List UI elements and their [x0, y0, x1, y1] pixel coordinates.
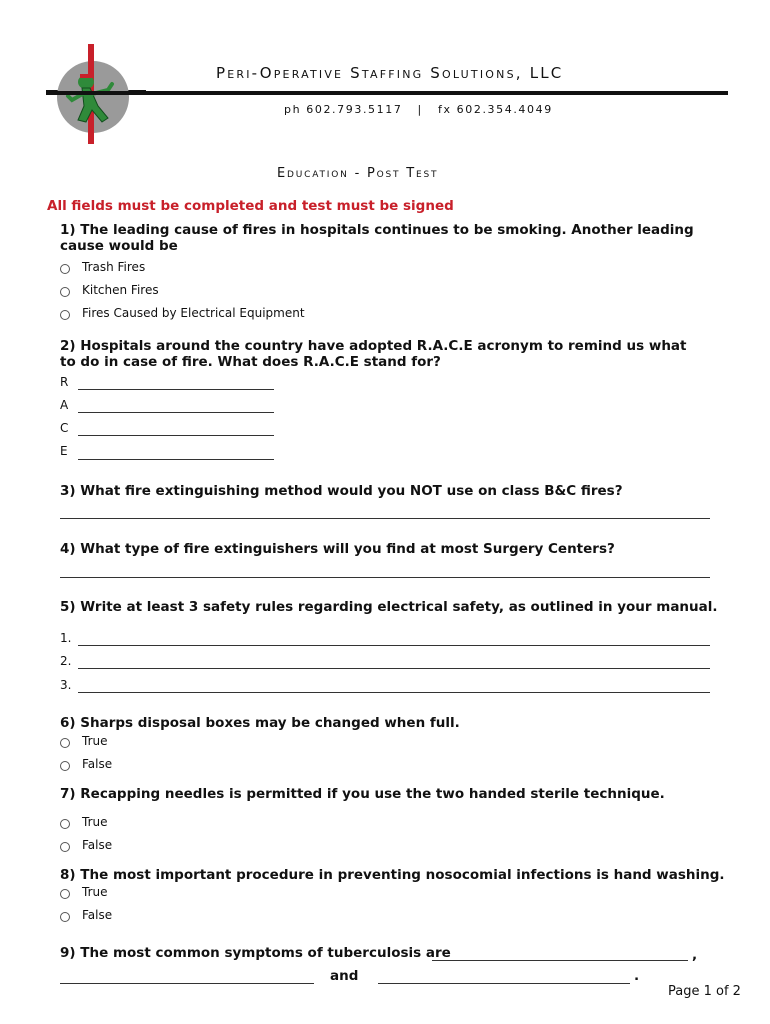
- radio-button[interactable]: [60, 912, 70, 922]
- q9-comma: ,: [692, 947, 698, 963]
- option-label: Trash Fires: [82, 260, 146, 274]
- radio-button[interactable]: [60, 264, 70, 274]
- page-title: Education - Post Test: [277, 166, 439, 181]
- required-warning: All fields must be completed and test must be signed: [47, 198, 454, 214]
- radio-button[interactable]: [60, 819, 70, 829]
- q5-answer-3-field[interactable]: [78, 692, 710, 693]
- question-4: 4) What type of fire extinguishers will you find at most Surgery Centers?: [60, 541, 615, 557]
- question-2: 2) Hospitals around the country have adopted R.A.C.E acronym to remind us what to do in case of fire. What does R.A.C.E stand for?: [60, 338, 687, 370]
- q9-period: .: [634, 968, 640, 984]
- race-a-field[interactable]: [78, 412, 274, 413]
- question-8: 8) The most important procedure in preventing nosocomial infections is hand washing.: [60, 867, 725, 883]
- header-rule: [46, 91, 728, 95]
- q1-option-2[interactable]: [60, 283, 159, 298]
- q5-number-1: 1.: [60, 631, 72, 645]
- option-label: False: [82, 838, 113, 852]
- q3-answer-field[interactable]: [60, 518, 710, 519]
- q7-option-false[interactable]: [60, 838, 113, 853]
- company-name: Peri-Operative Staffing Solutions, LLC: [216, 64, 564, 82]
- question-7: 7) Recapping needles is permitted if you use the two handed sterile technique.: [60, 786, 665, 802]
- page-number: Page 1 of 2: [668, 984, 741, 999]
- option-label: True: [82, 734, 108, 748]
- phone-number: ph 602.793.5117: [284, 103, 403, 116]
- fax-number: fx 602.354.4049: [437, 103, 553, 116]
- q1-option-1[interactable]: [60, 260, 146, 275]
- radio-button[interactable]: [60, 287, 70, 297]
- radio-button[interactable]: [60, 738, 70, 748]
- question-1: 1) The leading cause of fires in hospitals continues to be smoking. Another leading cause would be: [60, 222, 694, 254]
- race-letter-r: R: [60, 375, 69, 389]
- q7-option-true[interactable]: [60, 815, 108, 830]
- option-label: False: [82, 908, 113, 922]
- contact-separator: |: [417, 103, 423, 116]
- race-e-field[interactable]: [78, 459, 274, 460]
- option-label: False: [82, 757, 113, 771]
- option-label: Fires Caused by Electrical Equipment: [82, 306, 305, 320]
- q1-option-3[interactable]: [60, 306, 305, 321]
- race-letter-a: A: [60, 398, 69, 412]
- q6-option-true[interactable]: [60, 734, 108, 749]
- question-3: 3) What fire extinguishing method would you NOT use on class B&C fires?: [60, 483, 623, 499]
- question-9: 9) The most common symptoms of tuberculosis are: [60, 945, 451, 961]
- q5-answer-1-field[interactable]: [78, 645, 710, 646]
- race-letter-e: E: [60, 444, 68, 458]
- radio-button[interactable]: [60, 310, 70, 320]
- q5-number-2: 2.: [60, 654, 72, 668]
- q5-number-3: 3.: [60, 678, 72, 692]
- race-r-field[interactable]: [78, 389, 274, 390]
- q6-option-false[interactable]: [60, 757, 113, 772]
- q8-option-false[interactable]: [60, 908, 113, 923]
- option-label: True: [82, 815, 108, 829]
- radio-button[interactable]: [60, 761, 70, 771]
- question-5: 5) Write at least 3 safety rules regarding electrical safety, as outlined in your manual.: [60, 599, 718, 615]
- q9-and: and: [330, 968, 359, 984]
- radio-button[interactable]: [60, 889, 70, 899]
- option-label: True: [82, 885, 108, 899]
- q8-option-true[interactable]: [60, 885, 108, 900]
- q5-answer-2-field[interactable]: [78, 668, 710, 669]
- radio-button[interactable]: [60, 842, 70, 852]
- race-c-field[interactable]: [78, 435, 274, 436]
- q9-answer-1-field[interactable]: [432, 960, 688, 961]
- contact-line: [284, 103, 553, 116]
- race-letter-c: C: [60, 421, 69, 435]
- option-label: Kitchen Fires: [82, 283, 159, 297]
- q9-answer-2-field[interactable]: [60, 983, 314, 984]
- question-6: 6) Sharps disposal boxes may be changed when full.: [60, 715, 460, 731]
- q9-answer-3-field[interactable]: [378, 983, 630, 984]
- q4-answer-field[interactable]: [60, 577, 710, 578]
